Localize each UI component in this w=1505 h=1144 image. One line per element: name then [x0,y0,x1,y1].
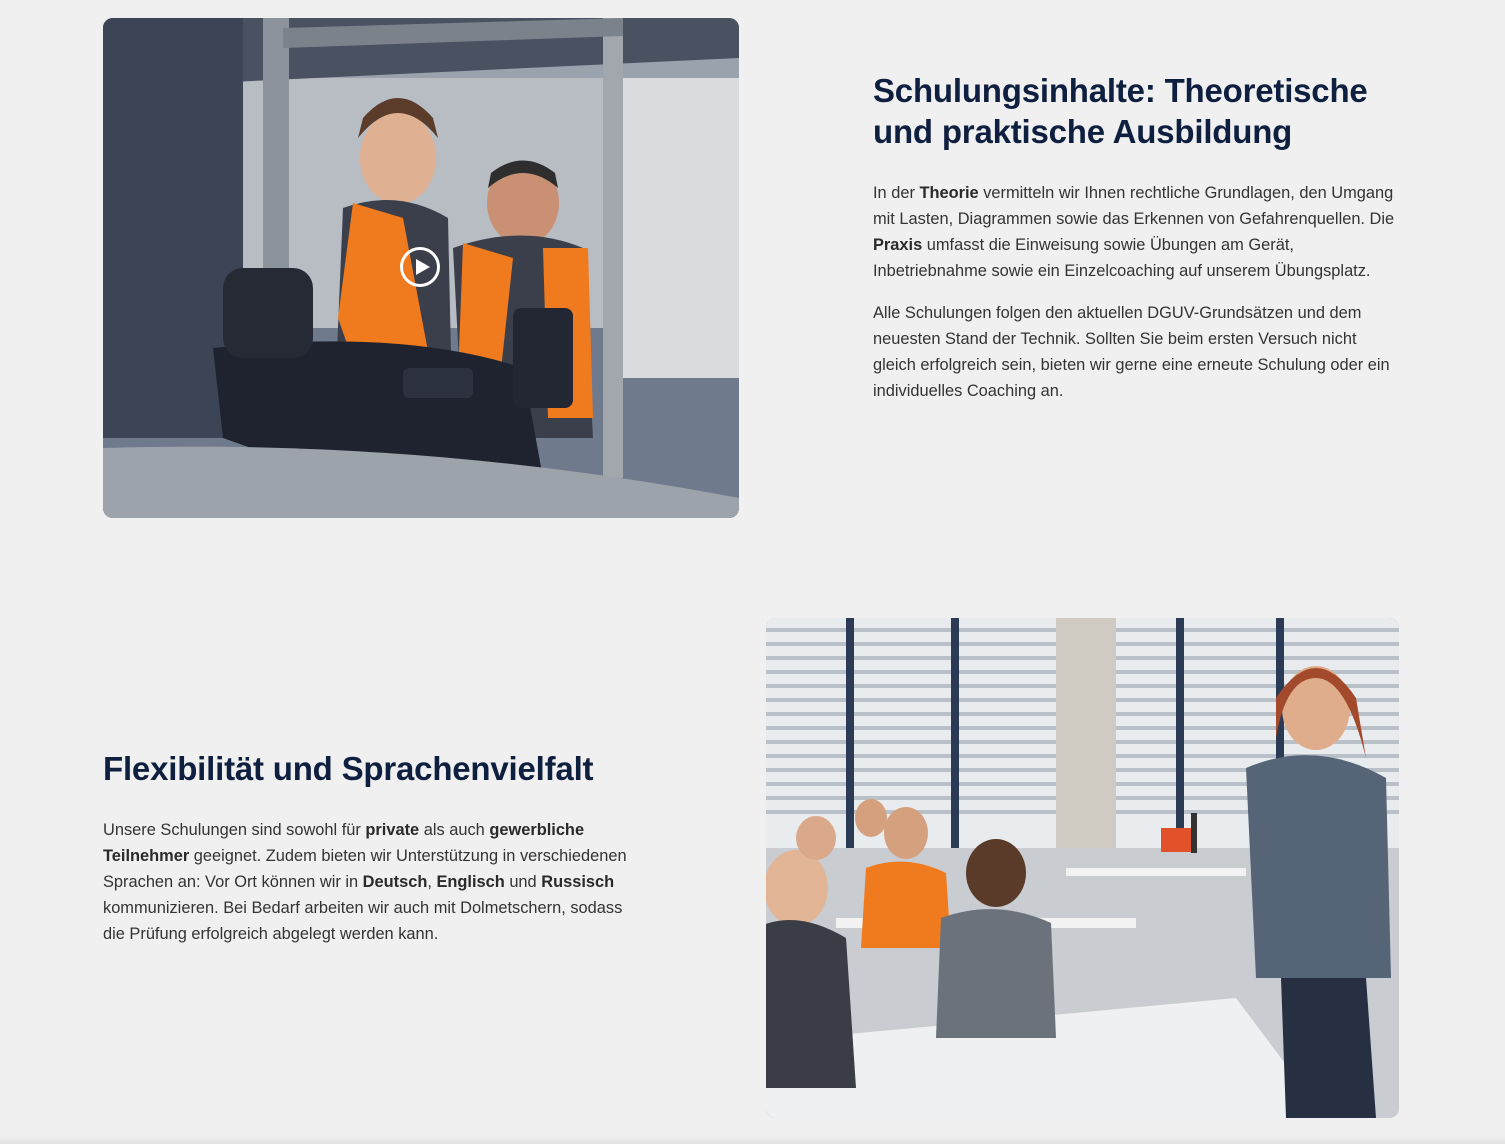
classroom-image [766,618,1399,1118]
bold-praxis: Praxis [873,236,923,254]
training-heading-line2: und praktische Ausbildung [873,113,1293,150]
classroom-training-photo [766,618,1399,1118]
text-run: geeignet. Zudem bieten wir Unterstützung in verschiedenen Sprachen an: Vor Ort können wir in [103,847,627,891]
text-run: , [427,873,437,891]
bold-russisch: Russisch [541,873,615,891]
text-run: umfasst die Einweisung sowie Übungen am Gerät, Inbetriebnahme sowie ein Einzelcoaching auf unserem Übungsplatz. [873,236,1371,280]
flexibility-paragraph [103,817,643,947]
forklift-training-video[interactable] [103,18,739,518]
text-run: In der [873,184,920,202]
flexibility-section [103,748,643,963]
bold-deutsch: Deutsch [362,873,428,891]
text-run: und [504,873,542,891]
bold-gewerbliche: gewerbliche Teilnehmer [103,821,585,865]
training-heading [873,70,1403,152]
training-content-section [873,70,1403,420]
page-bottom-edge [0,1136,1505,1144]
text-run: als auch [419,821,490,839]
play-video-button[interactable] [400,247,440,287]
text-run: Unsere Schulungen sind sowohl für [103,821,366,839]
text-run: kommunizieren. Bei Bedarf arbeiten wir auch mit Dolmetschern, sodass die Prüfung erfolgreich abgelegt werden kann. [103,899,623,943]
flexibility-heading: Flexibilität und Sprachenvielfalt [103,750,594,787]
training-paragraph-1 [873,180,1403,284]
training-heading-line1: Schulungsinhalte: Theoretische [873,72,1368,109]
text-run: vermitteln wir Ihnen rechtliche Grundlagen, den Umgang mit Lasten, Diagrammen sowie das Erkennen von Gefahrenquellen. Die [873,184,1395,228]
training-paragraph-2: Alle Schulungen folgen den aktuellen DGUV-Grundsätzen und dem neuesten Stand der Technik. Sollten Sie beim ersten Versuch nicht gleich erfolgreich sein, bieten wir gerne eine erneute Schulung oder ein individuelles Coaching an. [873,304,1390,400]
bold-theorie: Theorie [919,184,979,202]
bold-private: private [365,821,420,839]
bold-englisch: Englisch [436,873,505,891]
